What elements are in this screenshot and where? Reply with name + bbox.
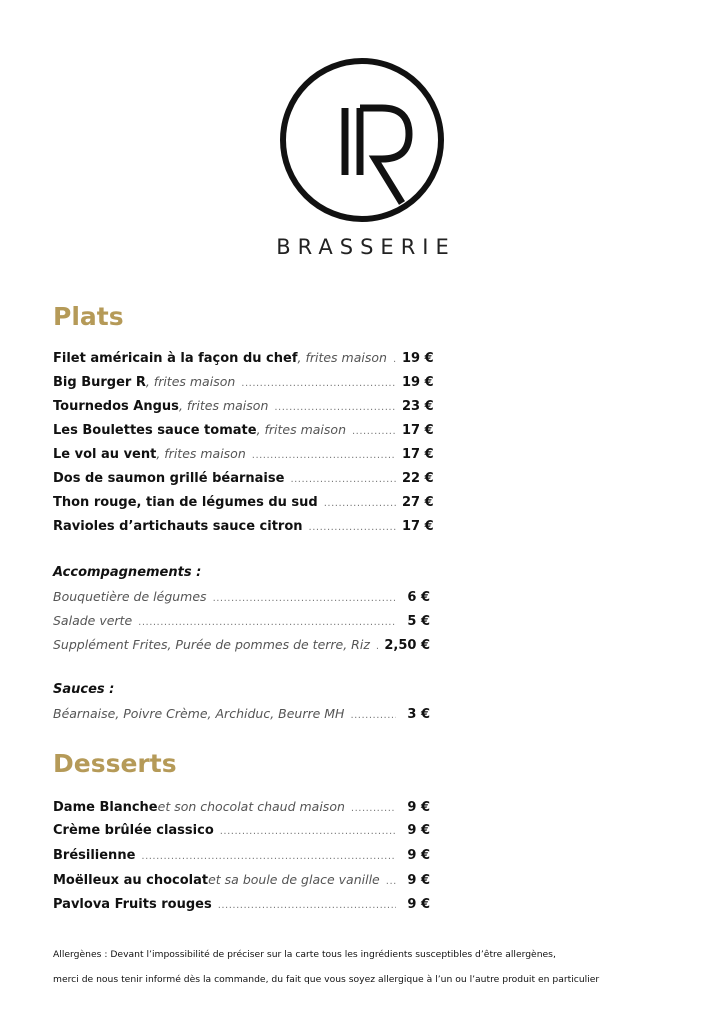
leader-dots: [386, 876, 396, 887]
leader-dots: [376, 641, 378, 652]
item-price: 9 €: [407, 848, 430, 863]
item-name: Thon rouge, tian de légumes du sud: [53, 495, 318, 510]
item-price: 22 €: [402, 471, 434, 486]
section-title-desserts: Desserts: [53, 749, 177, 778]
leader-dots: [274, 402, 396, 413]
sauce-item: [53, 706, 430, 726]
dessert-item: [53, 872, 430, 892]
leader-dots: [141, 851, 396, 862]
item-desc: et son chocolat chaud maison: [157, 799, 345, 814]
item-name: Crème brûlée classico: [53, 823, 214, 838]
allergen-note-line1: Allergènes : Devant l’impossibilité de préciser sur la carte tous les ingrédients susceptibles d’être allergènes,: [53, 949, 556, 960]
menu-item: [53, 398, 434, 418]
allergen-note-line2: merci de nous tenir informé dès la commande, du fait que vous soyez allergique à l’un ou l’autre produit en particulier: [53, 974, 600, 985]
item-price: 9 €: [407, 800, 430, 815]
dessert-item: [53, 897, 430, 917]
section-title-plats: Plats: [53, 302, 124, 331]
leader-dots: [290, 474, 396, 485]
item-price: 17 €: [402, 423, 434, 438]
leader-dots: [220, 826, 396, 837]
item-name: Dame Blanche: [53, 800, 158, 815]
item-price: 9 €: [407, 823, 430, 838]
brasserie-r-logo: [277, 55, 447, 225]
item-name: Les Boulettes sauce tomate: [53, 423, 257, 438]
item-price: 2,50 €: [384, 638, 430, 653]
leader-dots: [241, 378, 396, 389]
leader-dots: [352, 426, 396, 437]
leader-dots: [138, 617, 396, 628]
menu-item: [53, 374, 434, 394]
leader-dots: [252, 450, 396, 461]
leader-dots: [350, 710, 396, 721]
side-item: [53, 589, 430, 609]
item-name: Filet américain à la façon du chef: [53, 351, 298, 366]
item-price: 17 €: [402, 519, 434, 534]
item-price: 3 €: [407, 707, 430, 722]
menu-item: [53, 446, 434, 466]
item-desc: , frites maison: [145, 374, 236, 389]
item-name: Salade verte: [53, 613, 133, 628]
menu-item: [53, 471, 434, 491]
leader-dots: [213, 593, 396, 604]
item-price: 23 €: [402, 399, 434, 414]
dessert-item: [53, 823, 430, 843]
item-desc: et sa boule de glace vanille: [208, 872, 380, 887]
item-name: Brésilienne: [53, 848, 136, 863]
item-price: 5 €: [407, 614, 430, 629]
item-name: Ravioles d’artichauts sauce citron: [53, 519, 303, 534]
item-name: Big Burger R: [53, 375, 146, 390]
item-name: Béarnaise, Poivre Crème, Archiduc, Beurre MH: [53, 706, 345, 721]
item-price: 27 €: [402, 495, 434, 510]
item-price: 9 €: [407, 873, 430, 888]
item-name: Moëlleux au chocolat: [53, 873, 209, 888]
leader-dots: [324, 498, 396, 509]
menu-item: [53, 495, 434, 515]
subhead-accompagnements: Accompagnements :: [53, 565, 202, 580]
item-desc: , frites maison: [256, 422, 346, 437]
leader-dots: [309, 522, 396, 533]
menu-item: [53, 422, 434, 442]
item-desc: , frites maison: [178, 398, 269, 413]
side-item: [53, 637, 430, 657]
item-desc: , frites maison: [297, 350, 387, 365]
side-item: [53, 613, 430, 633]
subhead-sauces: Sauces :: [53, 682, 115, 697]
menu-item: [53, 350, 434, 370]
item-price: 6 €: [407, 590, 430, 605]
leader-dots: [351, 803, 396, 814]
brand-name: BRASSERIE: [276, 235, 456, 259]
item-name: Tournedos Angus: [53, 399, 179, 414]
item-name: Supplément Frites, Purée de pommes de terre, Riz: [53, 637, 370, 652]
dessert-item: [53, 799, 430, 819]
item-price: 9 €: [407, 897, 430, 912]
dessert-item: [53, 848, 430, 868]
item-name: Dos de saumon grillé béarnaise: [53, 471, 285, 486]
menu-item: [53, 519, 434, 539]
item-price: 19 €: [402, 351, 434, 366]
leader-dots: [393, 354, 396, 365]
item-desc: , frites maison: [156, 446, 246, 461]
leader-dots: [218, 900, 396, 911]
item-price: 17 €: [402, 447, 434, 462]
item-name: Le vol au vent: [53, 447, 157, 462]
item-price: 19 €: [402, 375, 434, 390]
item-name: Pavlova Fruits rouges: [53, 897, 212, 912]
item-name: Bouquetière de légumes: [53, 589, 207, 604]
